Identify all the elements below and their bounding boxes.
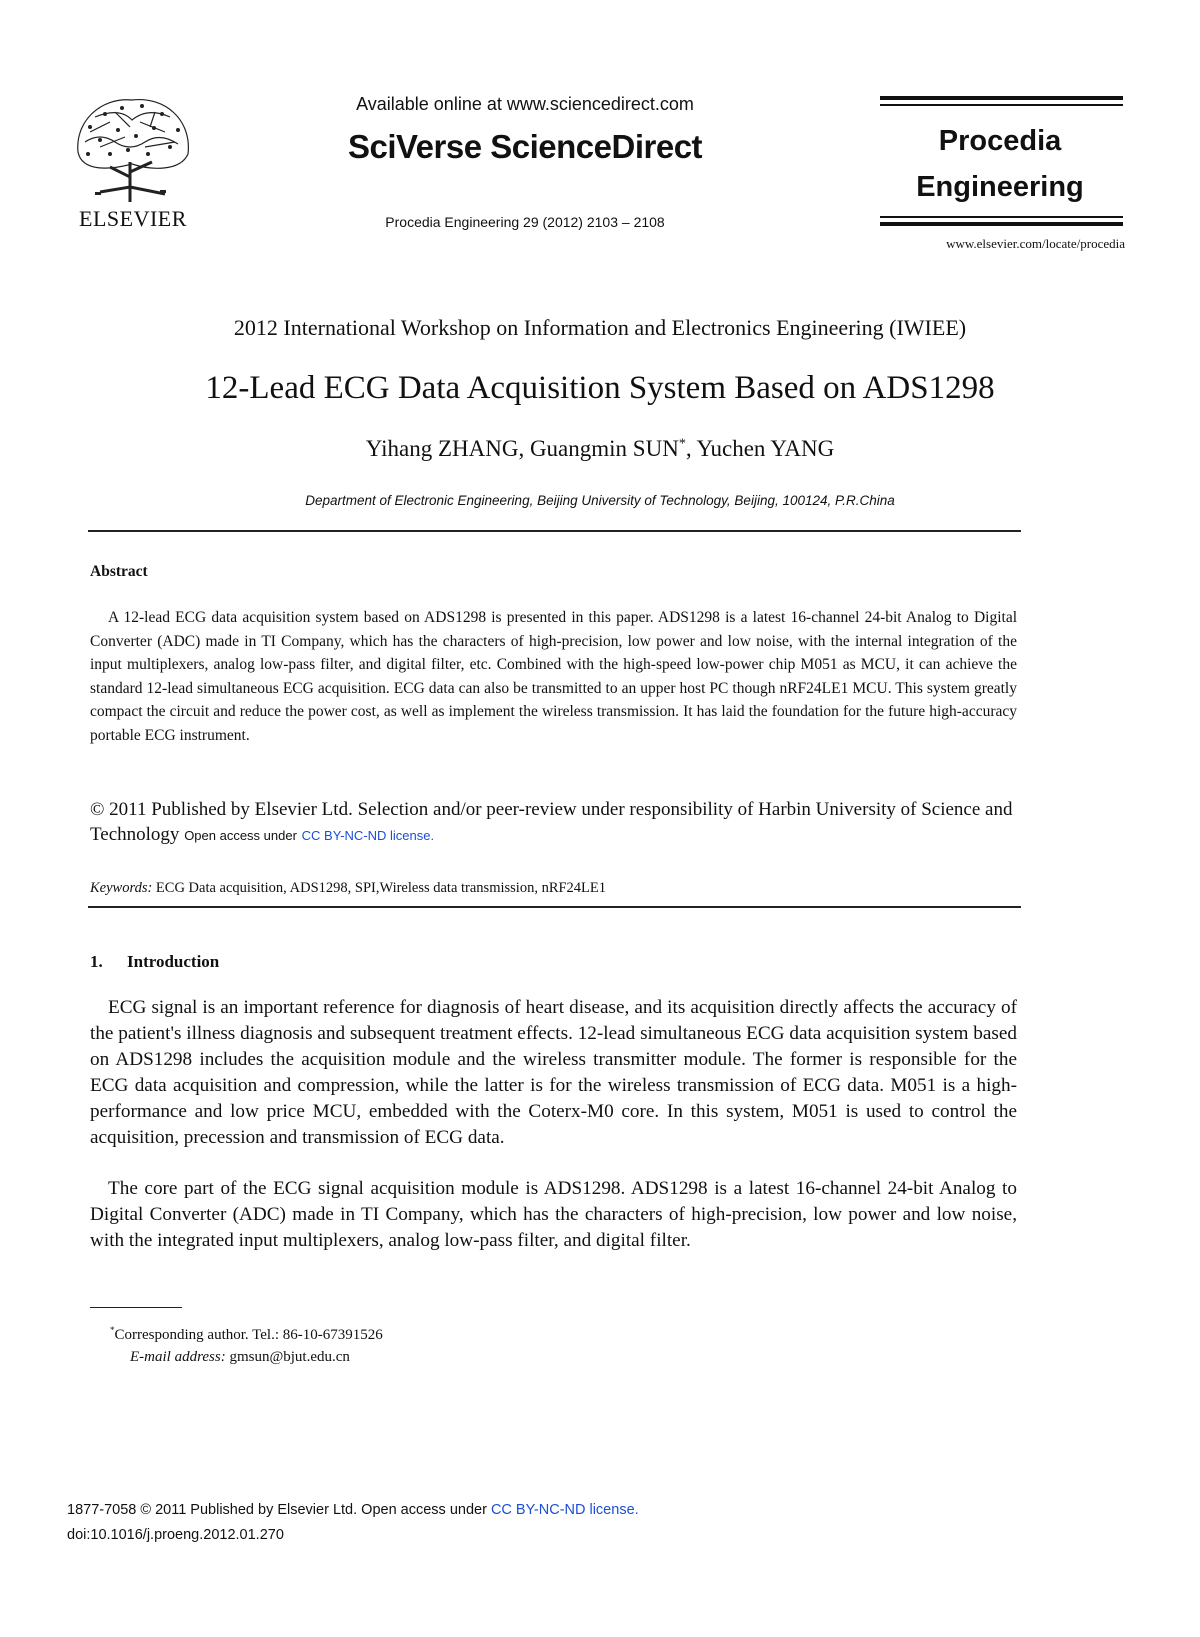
journal-rule-top-thick [880, 96, 1123, 100]
doi[interactable]: doi:10.1016/j.proeng.2012.01.270 [67, 1527, 284, 1543]
journal-url[interactable]: www.elsevier.com/locate/procedia [946, 236, 1125, 251]
intro-paragraph-2: The core part of the ECG signal acquisition module is ADS1298. ADS1298 is a latest 16-channel 24-bit Analog to Digital Converter (ADC) made in TI Company, which has the characters of high-precision, low power and low noise, with the integrated input multiplexers, analog low-pass filter, and digital filter. [90, 1178, 1017, 1251]
section-number: 1. [90, 952, 103, 971]
authors-part1: Yihang ZHANG, Guangmin SUN [365, 436, 679, 461]
authors-part2: , Yuchen YANG [685, 436, 835, 461]
journal-rule-top-thin [880, 104, 1123, 106]
keywords [90, 880, 1017, 897]
tree-icon [70, 92, 196, 204]
issn-line [67, 1502, 639, 1518]
journal-name-line1: Procedia [938, 125, 1062, 157]
open-access-text: Open access under [184, 828, 297, 843]
abstract-rule-bottom [88, 906, 1021, 908]
section-heading-introduction [90, 952, 219, 972]
abstract-body: A 12-lead ECG data acquisition system based on ADS1298 is presented in this paper. ADS1298 is a latest 16-channel 24-bit Analog to Digital Converter (ADC) made in TI Company, which has the characters of high-precision, low power and low noise, with the internal integration of the input multiplexers, analog low-pass filter, and digital filter, etc. Combined with the high-speed low-power chip M051 as MCU, it can achieve the standard 12-lead simultaneous ECG acquisition. ECG data can also be transmitted to an upper host PC though nRF24LE1 MCU. This system greatly compact the circuit and reduce the power cost, as well as implement the wireless transmission. It has laid the foundation for the future high-accuracy portable ECG instrument. [90, 609, 1017, 744]
author-affiliation: Department of Electronic Engineering, Beijing University of Technology, Beijing, 100124, P.R.China [305, 493, 895, 508]
intro-paragraph-1: ECG signal is an important reference for diagnosis of heart disease, and its acquisition directly affects the accuracy of the patient's illness diagnosis and subsequent treatment effects. 12-lead simultaneous ECG data acquisition system based on ADS1298 includes the acquisition module and the wireless transmitter module. The former is responsible for the ECG data acquisition and compression, while the latter is for the wireless transmission of ECG data. M051 is a high-performance and low price MCU, embedded with the Coterx-M0 core. In this system, M051 is used to control the acquisition, precession and transmission of ECG data. [90, 997, 1017, 1148]
footnote-mark: * [110, 1325, 115, 1335]
journal-name [880, 118, 1120, 210]
keywords-label: Keywords: [90, 880, 153, 896]
journal-citation: Procedia Engineering 29 (2012) 2103 – 2108 [385, 214, 665, 230]
journal-rule-bottom-thick [880, 222, 1123, 226]
copyright-notice [90, 797, 1017, 848]
abstract-heading: Abstract [90, 563, 148, 580]
footnote-rule [90, 1307, 182, 1308]
copyright-text: © 2011 Published by Elsevier Ltd. Selection and/or peer-review under responsibility of Harbin University of Science and Technology [90, 799, 1013, 845]
paper-title: 12-Lead ECG Data Acquisition System Based on ADS1298 [205, 370, 995, 406]
license-link[interactable]: CC BY-NC-ND license. [301, 828, 435, 843]
author-list [60, 436, 1140, 462]
email-address[interactable]: gmsun@bjut.edu.cn [229, 1349, 350, 1365]
bottom-license-link[interactable]: CC BY-NC-ND license. [490, 1502, 639, 1518]
journal-rule-bottom-thin [880, 216, 1123, 218]
footnote-corresponding-author [110, 1325, 383, 1344]
corresponding-author-mark: * [678, 436, 686, 452]
email-label: E-mail address: [130, 1349, 226, 1365]
abstract-rule-top [88, 530, 1021, 532]
workshop-name: 2012 International Workshop on Information and Electronics Engineering (IWIEE) [233, 315, 967, 340]
section-title: Introduction [127, 952, 220, 971]
footnote-contact: Corresponding author. Tel.: 86-10-67391526 [114, 1327, 383, 1343]
keywords-text: ECG Data acquisition, ADS1298, SPI,Wireless data transmission, nRF24LE1 [155, 880, 607, 896]
footnote-email [130, 1349, 350, 1366]
publisher-name: ELSEVIER [79, 206, 187, 231]
issn-text: 1877-7058 © 2011 Published by Elsevier Ltd. Open access under [67, 1502, 487, 1518]
journal-name-line2: Engineering [916, 171, 1084, 203]
available-online-text[interactable]: Available online at www.sciencedirect.com [356, 94, 694, 114]
platform-name: SciVerse ScienceDirect [347, 128, 703, 165]
